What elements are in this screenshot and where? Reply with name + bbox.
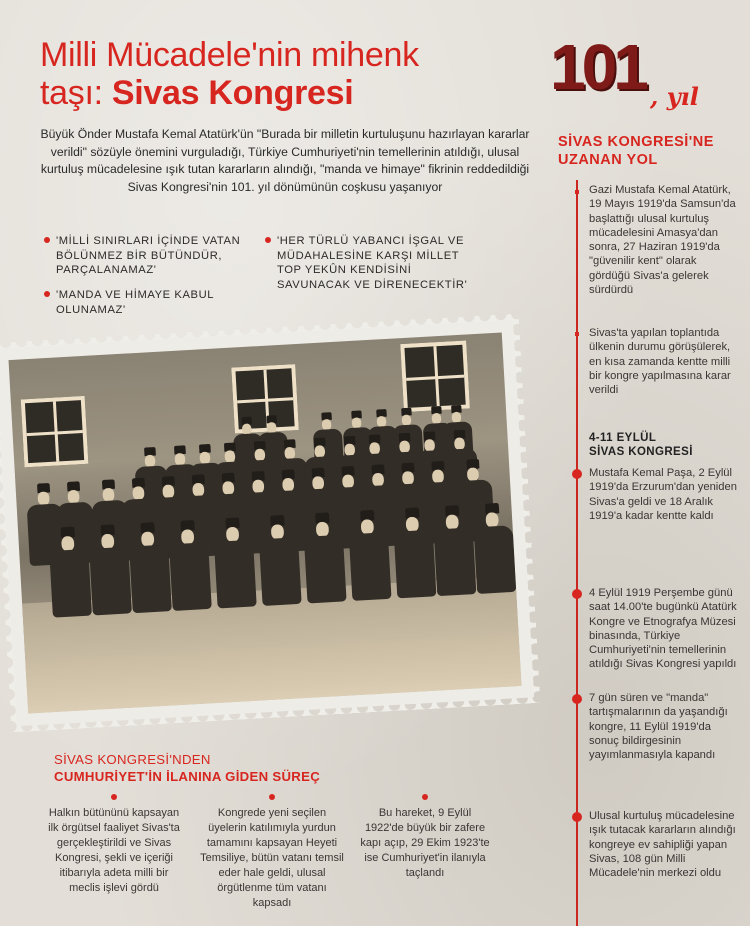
page-title <box>40 36 520 112</box>
bullet-dot <box>265 237 271 243</box>
bottom-heading-line-1: SİVAS KONGRESİ'NDEN <box>54 752 211 767</box>
timeline-item-2: 4 Eylül 1919 Perşembe günü saat 14.00'te bugünkü Atatürk Kongre ve Etnografya Müzesi binasında, Türkiye Cumhuriyeti'nin temellerinin atıldığı Sivas Kongresi yapıldı <box>589 587 737 671</box>
bottom-heading <box>54 751 474 785</box>
photo-window <box>21 396 89 467</box>
quote-bullet-1 <box>56 234 256 278</box>
title-line-2 <box>40 74 520 112</box>
timeline-heading-line-1: SİVAS KONGRESİ'NE <box>558 134 714 150</box>
quote-text: 'MİLLİ SINIRLARI İÇİNDE VATAN BÖLÜNMEZ BİR BÜTÜNDÜR, PARÇALANAMAZ' <box>56 235 241 276</box>
timeline-paragraph-2: Sivas'ta yapılan toplantıda ülkenin durumu görüşülerek, en kısa zamanda kentte milli bir kongre yapılmasına karar verildi <box>589 327 731 397</box>
historic-photo-stamp <box>0 314 540 733</box>
bullet-dot <box>44 291 50 297</box>
intro-paragraph: Büyük Önder Mustafa Kemal Atatürk'ün "Burada bir milletin kurtuluşunu hazırlayan kararlar verildi" sözüyle önemini vurguladığı, Türkiye Cumhuriyeti'nin temellerinin atıldığı, ulusal kurtuluş mücadelesine ışık tutan kararların alındığı, "manda ve himaye" fikrinin reddedildiği Sivas Kongresi'nin 101. yıl dönümünün coşkusu yaşanıyor <box>40 127 530 194</box>
bottom-column-2-text: Kongrede yeni seçilen üyelerin katılımıyla yurdun tamamını kapsayan Heyeti Temsiliye, bütün vatanı temsil eder hale geldi, ulusal örgütlenme tüm vatanı kapsadı <box>200 807 344 909</box>
timeline-heading-line-2: UZANAN YOL <box>558 152 658 168</box>
title-line-1: Milli Mücadele'nin mihenk <box>40 36 419 74</box>
anniversary-suffix: , yıl <box>650 82 699 111</box>
timeline-item-1: Mustafa Kemal Paşa, 2 Eylül 1919'da Erzurum'dan yeniden Sivas'a geldi ve 18 Aralık 1919'a kadar kentte kaldı <box>589 467 737 522</box>
title-highlight: Sivas Kongresi <box>111 74 354 112</box>
quote-bullet-3 <box>277 234 473 292</box>
column-dot <box>269 794 275 800</box>
timeline-item-3: 7 gün süren ve "manda" tartışmalarının da yaşandığı kongre, 11 Eylül 1919'da sonuç bildirgesinin yayımlanmasıyla kapandı <box>589 692 728 762</box>
anniversary-number: 101 <box>550 31 645 103</box>
bottom-column-1 <box>44 806 184 896</box>
timeline-dot <box>572 812 582 822</box>
bottom-column-3 <box>360 806 490 881</box>
bottom-column-3-text: Bu hareket, 9 Eylül 1922'de büyük bir zafere kapı açıp, 29 Ekim 1923'te ise Cumhuriyet'in ilanıyla taçlandı <box>360 807 490 879</box>
bottom-column-2 <box>198 806 346 911</box>
timeline-marker <box>575 190 579 194</box>
column-dot <box>422 794 428 800</box>
quote-bullet-2 <box>56 288 236 317</box>
bullet-dot <box>44 237 50 243</box>
timeline-dot <box>572 589 582 599</box>
column-dot <box>111 794 117 800</box>
congress-delegates-photo <box>9 332 522 713</box>
timeline-subheading-line-1: 4-11 EYLÜL <box>589 432 657 444</box>
bottom-column-1-text: Halkın bütününü kapsayan ilk örgütsel faaliyet Sivas'ta gerçekleştirildi ve Sivas Kongresi, şekli ve içeriği itibarıyla adeta milli bir meclis işlevi gördü <box>48 807 180 894</box>
title-prefix: taşı: <box>40 74 112 112</box>
timeline-dot <box>572 469 582 479</box>
anniversary-badge <box>550 31 710 116</box>
timeline-marker <box>575 332 579 336</box>
timeline-item-4: Ulusal kurtuluş mücadelesine ışık tutacak kararların alındığı kongreye ev sahipliği yapan Sivas, 108 gün Milli Mücadele'nin merkezi oldu <box>589 810 736 880</box>
photo-window <box>400 340 470 412</box>
timeline-subheading <box>589 431 739 460</box>
timeline-paragraph-1: Gazi Mustafa Kemal Atatürk, 19 Mayıs 1919'da Samsun'da başlattığı ulusal kurtuluş mücadelesini Amasya'dan sonra, 27 Haziran 1919'da "güvenilir kent" olarak gördüğü Sivas'a gelerek sürdürdü <box>589 184 736 297</box>
bottom-heading-line-2: CUMHURİYET'İN İLANINA GİDEN SÜREÇ <box>54 769 321 784</box>
timeline-dot <box>572 694 582 704</box>
quote-text: 'HER TÜRLÜ YABANCI İŞGAL VE MÜDAHALESİNE KARŞI MİLLET TOP YEKÛN KENDİSİNİ SAVUNACAK VE DİRENECEKTİR' <box>277 235 468 291</box>
timeline-subheading-line-2: SİVAS KONGRESİ <box>589 446 693 459</box>
quote-text: 'MANDA VE HİMAYE KABUL OLUNAMAZ' <box>56 289 214 316</box>
timeline-heading <box>558 133 738 169</box>
